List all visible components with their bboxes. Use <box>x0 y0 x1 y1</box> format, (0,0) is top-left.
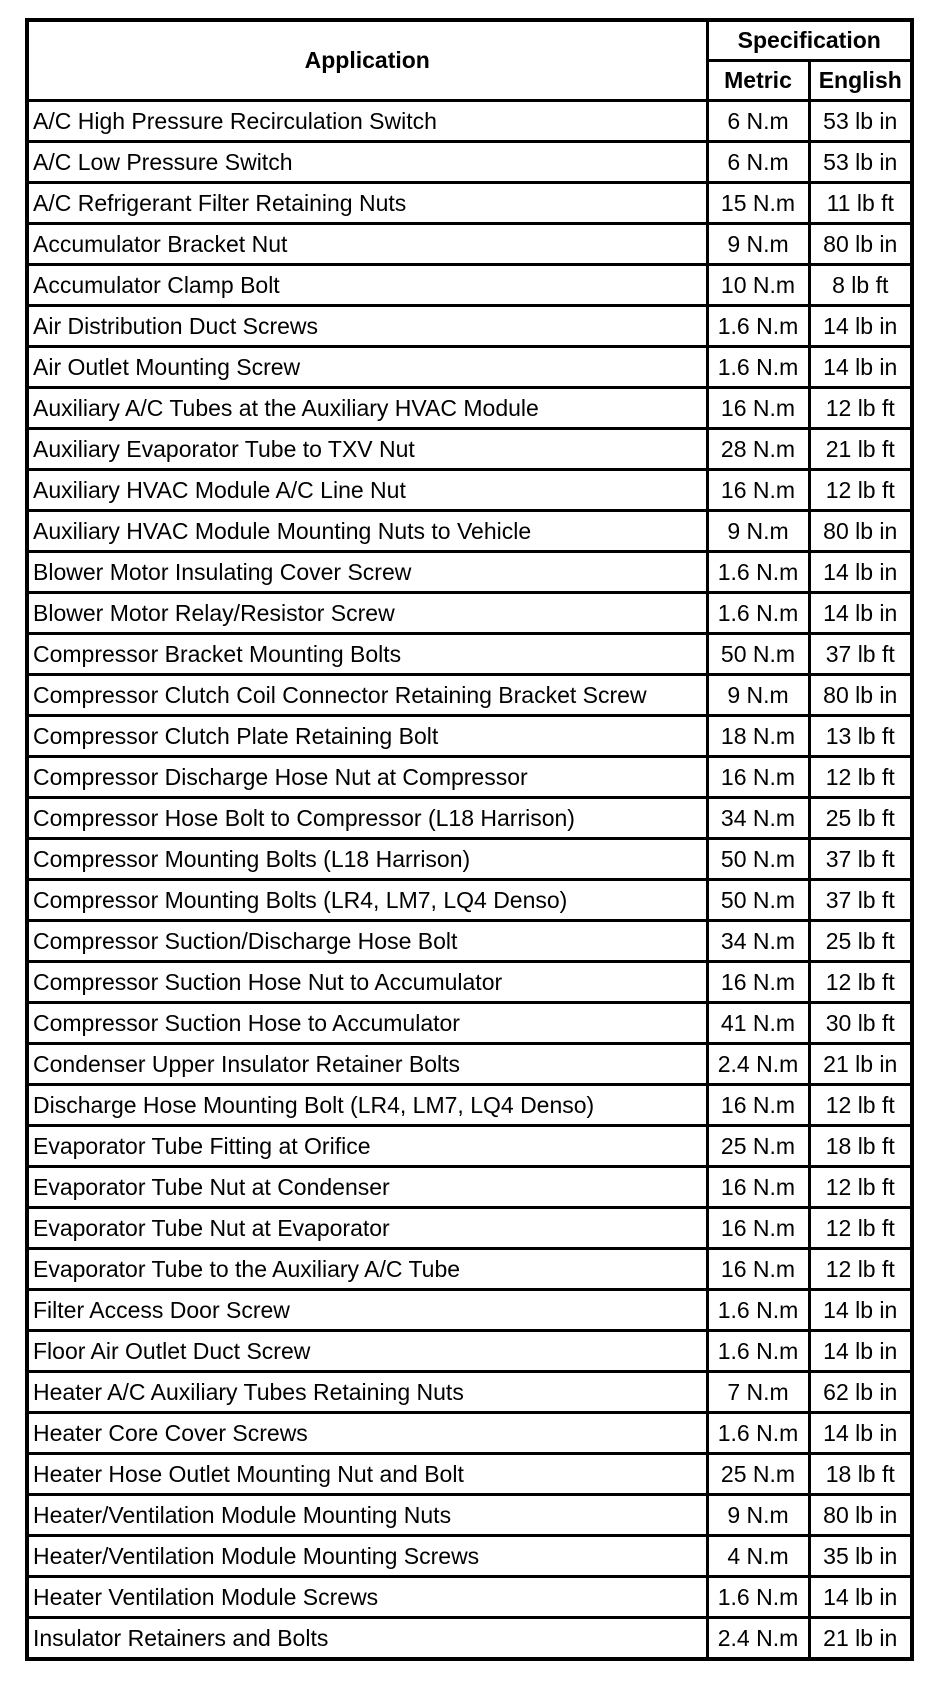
metric-cell: 9 N.m <box>707 675 809 716</box>
table-row <box>27 347 912 388</box>
table-row <box>27 880 912 921</box>
metric-cell: 25 N.m <box>707 1126 809 1167</box>
application-cell: Compressor Hose Bolt to Compressor (L18 Harrison) <box>27 798 707 839</box>
english-cell: 80 lb in <box>809 675 912 716</box>
table-row <box>27 511 912 552</box>
application-cell: Heater Ventilation Module Screws <box>27 1577 707 1618</box>
table-row <box>27 1577 912 1618</box>
english-cell: 12 lb ft <box>809 1167 912 1208</box>
table-row <box>27 429 912 470</box>
metric-cell: 2.4 N.m <box>707 1044 809 1085</box>
english-cell: 30 lb ft <box>809 1003 912 1044</box>
application-cell: Heater Core Cover Screws <box>27 1413 707 1454</box>
metric-cell: 1.6 N.m <box>707 552 809 593</box>
table-row <box>27 306 912 347</box>
english-cell: 37 lb ft <box>809 634 912 675</box>
english-cell: 35 lb in <box>809 1536 912 1577</box>
metric-cell: 7 N.m <box>707 1372 809 1413</box>
application-cell: Blower Motor Relay/Resistor Screw <box>27 593 707 634</box>
english-cell: 25 lb ft <box>809 921 912 962</box>
application-cell: Compressor Suction/Discharge Hose Bolt <box>27 921 707 962</box>
application-cell: Blower Motor Insulating Cover Screw <box>27 552 707 593</box>
metric-cell: 1.6 N.m <box>707 1413 809 1454</box>
english-cell: 80 lb in <box>809 224 912 265</box>
metric-cell: 16 N.m <box>707 1167 809 1208</box>
application-cell: A/C High Pressure Recirculation Switch <box>27 101 707 142</box>
metric-cell: 1.6 N.m <box>707 1290 809 1331</box>
application-cell: Evaporator Tube Nut at Condenser <box>27 1167 707 1208</box>
metric-cell: 1.6 N.m <box>707 593 809 634</box>
application-cell: Compressor Mounting Bolts (LR4, LM7, LQ4 Denso) <box>27 880 707 921</box>
english-cell: 21 lb in <box>809 1044 912 1085</box>
application-cell: Accumulator Bracket Nut <box>27 224 707 265</box>
metric-cell: 6 N.m <box>707 142 809 183</box>
table-row <box>27 1003 912 1044</box>
table-row <box>27 1495 912 1536</box>
application-cell: Heater/Ventilation Module Mounting Screws <box>27 1536 707 1577</box>
application-cell: Auxiliary HVAC Module Mounting Nuts to Vehicle <box>27 511 707 552</box>
english-cell: 12 lb ft <box>809 962 912 1003</box>
english-cell: 12 lb ft <box>809 1208 912 1249</box>
application-cell: A/C Refrigerant Filter Retaining Nuts <box>27 183 707 224</box>
table-row <box>27 1208 912 1249</box>
english-cell: 14 lb in <box>809 1290 912 1331</box>
metric-cell: 50 N.m <box>707 839 809 880</box>
table-row <box>27 1249 912 1290</box>
english-cell: 53 lb in <box>809 142 912 183</box>
metric-cell: 18 N.m <box>707 716 809 757</box>
application-cell: Filter Access Door Screw <box>27 1290 707 1331</box>
application-cell: Evaporator Tube Nut at Evaporator <box>27 1208 707 1249</box>
table-row <box>27 1290 912 1331</box>
application-cell: Accumulator Clamp Bolt <box>27 265 707 306</box>
table-row <box>27 962 912 1003</box>
table-row <box>27 839 912 880</box>
english-cell: 14 lb in <box>809 593 912 634</box>
application-header: Application <box>27 20 707 101</box>
application-cell: Auxiliary Evaporator Tube to TXV Nut <box>27 429 707 470</box>
metric-cell: 9 N.m <box>707 1495 809 1536</box>
application-cell: Compressor Bracket Mounting Bolts <box>27 634 707 675</box>
metric-cell: 34 N.m <box>707 921 809 962</box>
english-cell: 12 lb ft <box>809 757 912 798</box>
metric-cell: 10 N.m <box>707 265 809 306</box>
english-cell: 14 lb in <box>809 1577 912 1618</box>
table-row <box>27 798 912 839</box>
metric-cell: 34 N.m <box>707 798 809 839</box>
english-cell: 14 lb in <box>809 1331 912 1372</box>
english-cell: 18 lb ft <box>809 1126 912 1167</box>
table-body <box>27 101 912 1660</box>
table-row <box>27 1618 912 1660</box>
metric-cell: 41 N.m <box>707 1003 809 1044</box>
table-row <box>27 1044 912 1085</box>
english-cell: 80 lb in <box>809 511 912 552</box>
table-row <box>27 1167 912 1208</box>
table-header <box>27 20 912 101</box>
table-row <box>27 921 912 962</box>
table-row <box>27 101 912 142</box>
application-cell: Condenser Upper Insulator Retainer Bolts <box>27 1044 707 1085</box>
application-cell: Insulator Retainers and Bolts <box>27 1618 707 1660</box>
metric-cell: 16 N.m <box>707 1208 809 1249</box>
metric-cell: 50 N.m <box>707 634 809 675</box>
table-row <box>27 388 912 429</box>
english-cell: 21 lb in <box>809 1618 912 1660</box>
metric-cell: 4 N.m <box>707 1536 809 1577</box>
application-cell: Heater/Ventilation Module Mounting Nuts <box>27 1495 707 1536</box>
application-cell: Compressor Clutch Coil Connector Retaining Bracket Screw <box>27 675 707 716</box>
table-row <box>27 634 912 675</box>
english-cell: 12 lb ft <box>809 1085 912 1126</box>
metric-cell: 16 N.m <box>707 388 809 429</box>
metric-cell: 15 N.m <box>707 183 809 224</box>
table-row <box>27 593 912 634</box>
metric-cell: 9 N.m <box>707 511 809 552</box>
metric-header: Metric <box>707 61 809 101</box>
table-row <box>27 224 912 265</box>
metric-cell: 9 N.m <box>707 224 809 265</box>
english-cell: 12 lb ft <box>809 388 912 429</box>
application-cell: Compressor Suction Hose Nut to Accumulator <box>27 962 707 1003</box>
metric-cell: 50 N.m <box>707 880 809 921</box>
english-cell: 13 lb ft <box>809 716 912 757</box>
application-cell: Heater A/C Auxiliary Tubes Retaining Nuts <box>27 1372 707 1413</box>
english-cell: 53 lb in <box>809 101 912 142</box>
english-cell: 37 lb ft <box>809 880 912 921</box>
english-cell: 14 lb in <box>809 1413 912 1454</box>
metric-cell: 1.6 N.m <box>707 347 809 388</box>
application-cell: Compressor Clutch Plate Retaining Bolt <box>27 716 707 757</box>
table-row <box>27 1536 912 1577</box>
table-row <box>27 470 912 511</box>
table-row <box>27 716 912 757</box>
english-cell: 18 lb ft <box>809 1454 912 1495</box>
table-row <box>27 142 912 183</box>
application-cell: Auxiliary HVAC Module A/C Line Nut <box>27 470 707 511</box>
metric-cell: 16 N.m <box>707 470 809 511</box>
application-cell: Compressor Suction Hose to Accumulator <box>27 1003 707 1044</box>
english-cell: 21 lb ft <box>809 429 912 470</box>
english-cell: 14 lb in <box>809 347 912 388</box>
metric-cell: 1.6 N.m <box>707 306 809 347</box>
application-cell: Heater Hose Outlet Mounting Nut and Bolt <box>27 1454 707 1495</box>
english-cell: 12 lb ft <box>809 1249 912 1290</box>
metric-cell: 6 N.m <box>707 101 809 142</box>
table-row <box>27 265 912 306</box>
application-cell: Auxiliary A/C Tubes at the Auxiliary HVAC Module <box>27 388 707 429</box>
application-cell: Evaporator Tube Fitting at Orifice <box>27 1126 707 1167</box>
table-row <box>27 1331 912 1372</box>
application-cell: Discharge Hose Mounting Bolt (LR4, LM7, LQ4 Denso) <box>27 1085 707 1126</box>
torque-spec-table <box>25 18 914 1661</box>
english-cell: 14 lb in <box>809 306 912 347</box>
table-row <box>27 757 912 798</box>
metric-cell: 25 N.m <box>707 1454 809 1495</box>
table-row <box>27 1372 912 1413</box>
english-cell: 11 lb ft <box>809 183 912 224</box>
english-cell: 14 lb in <box>809 552 912 593</box>
application-cell: Compressor Discharge Hose Nut at Compressor <box>27 757 707 798</box>
application-cell: A/C Low Pressure Switch <box>27 142 707 183</box>
metric-cell: 16 N.m <box>707 1085 809 1126</box>
table-row <box>27 1085 912 1126</box>
table-row <box>27 1413 912 1454</box>
table-row <box>27 1126 912 1167</box>
english-cell: 8 lb ft <box>809 265 912 306</box>
metric-cell: 2.4 N.m <box>707 1618 809 1660</box>
metric-cell: 16 N.m <box>707 962 809 1003</box>
table-row <box>27 675 912 716</box>
metric-cell: 1.6 N.m <box>707 1577 809 1618</box>
english-cell: 62 lb in <box>809 1372 912 1413</box>
english-cell: 12 lb ft <box>809 470 912 511</box>
metric-cell: 16 N.m <box>707 757 809 798</box>
table-row <box>27 552 912 593</box>
application-cell: Floor Air Outlet Duct Screw <box>27 1331 707 1372</box>
english-header: English <box>809 61 912 101</box>
metric-cell: 28 N.m <box>707 429 809 470</box>
application-cell: Compressor Mounting Bolts (L18 Harrison) <box>27 839 707 880</box>
specification-header: Specification <box>707 20 912 61</box>
table-row <box>27 183 912 224</box>
metric-cell: 1.6 N.m <box>707 1331 809 1372</box>
application-cell: Air Distribution Duct Screws <box>27 306 707 347</box>
english-cell: 37 lb ft <box>809 839 912 880</box>
metric-cell: 16 N.m <box>707 1249 809 1290</box>
english-cell: 25 lb ft <box>809 798 912 839</box>
application-cell: Evaporator Tube to the Auxiliary A/C Tube <box>27 1249 707 1290</box>
english-cell: 80 lb in <box>809 1495 912 1536</box>
table-row <box>27 1454 912 1495</box>
application-cell: Air Outlet Mounting Screw <box>27 347 707 388</box>
